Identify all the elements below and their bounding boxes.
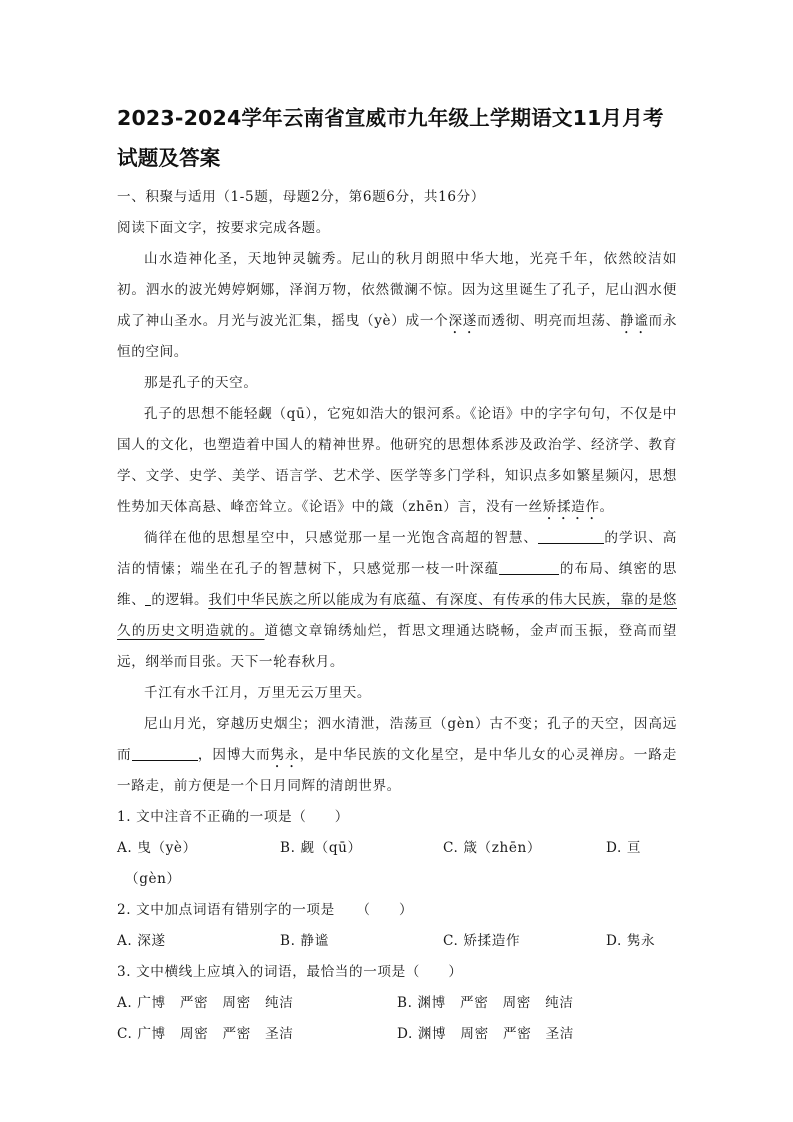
fill-blank-1[interactable] (538, 529, 604, 544)
title-line-2: 试题及答案 (117, 146, 221, 170)
question-2 (117, 895, 677, 957)
option-c[interactable]: C. 箴（zhēn） (443, 840, 542, 856)
passage-paragraph-4 (117, 523, 677, 678)
passage-text: ，因博大而 (197, 747, 271, 763)
passage-paragraph-6 (117, 709, 677, 802)
question-stem: 2. 文中加点词语有错别字的一项是 （ ） (117, 902, 414, 918)
passage-paragraph-5: 千江有水千江月，万里无云万里天。 (144, 685, 372, 701)
passage-paragraph-1 (117, 244, 677, 368)
option-a[interactable]: A. 曳（yè） (117, 840, 197, 856)
dotted-word: 隽永 (270, 747, 300, 763)
reading-instruction: 阅读下面文字，按要求完成各题。 (117, 220, 330, 236)
question-stem: 3. 文中横线上应填入的词语，最恰当的一项是（ ） (117, 964, 463, 980)
fill-blank-2[interactable] (499, 560, 559, 575)
question-1 (117, 802, 677, 895)
question-3 (117, 957, 677, 1050)
answer-options (117, 833, 677, 864)
answer-options (117, 926, 677, 957)
option-b[interactable]: B. 渊博 严密 周密 纯洁 (397, 995, 574, 1011)
dotted-word: 矫揉造作 (542, 499, 600, 515)
underlined-sentence: 我们中华民族之所以能成为有底蕴、有深度、有传承的伟大民族，靠的是悠久的历史文明造就的。 (117, 592, 678, 639)
answer-options (117, 988, 677, 1019)
passage-text: 。 (599, 499, 614, 515)
passage-text: 徜徉在他的思想星空中，只感觉那一星一光饱含高超的智慧、 (144, 530, 539, 546)
dotted-word: 静谧 (619, 313, 649, 329)
passage-text: 而永恒的空间。 (117, 313, 678, 360)
passage-text: 山水造神化圣，天地钟灵毓秀。尼山的秋月朗照中华大地，光亮千年，依然皎洁如初。泗水的波光娉婷婀娜，泽润万物，依然微澜不惊。因为这里诞生了孔子，尼山泗水便成了神山圣水。月光与波光汇集，摇曳（yè）成一个 (117, 251, 677, 329)
title-line-1: 2023-2024学年云南省宣威市九年级上学期语文11月月考 (117, 106, 664, 130)
section-heading: 一、积聚与适用（1-5题，母题2分，第6题6分，共16分） (117, 189, 486, 205)
passage-paragraph-3 (117, 399, 677, 523)
option-d-continuation: （gèn） (125, 871, 181, 887)
option-c[interactable]: C. 矫揉造作 (443, 933, 521, 949)
question-stem: 1. 文中注音不正确的一项是（ ） (117, 809, 349, 825)
passage-text: 道德文章锦绣灿烂，哲思文理通达晓畅，金声而玉振，登高而望远，纲举而目张。天下一轮春秋月。 (117, 623, 677, 670)
passage-text: 的布局、缜密的思维、 (117, 561, 677, 608)
option-a[interactable]: A. 深遂 (117, 933, 166, 949)
option-c[interactable]: C. 广博 周密 严密 圣洁 (117, 1026, 294, 1042)
answer-options (117, 1019, 677, 1050)
passage-text: 尼山月光，穿越历史烟尘；泗水清泄，浩荡亘（gèn）古不变；孔子的天空，因高远而 (117, 716, 677, 763)
option-a[interactable]: A. 广博 严密 周密 纯洁 (117, 995, 294, 1011)
option-b[interactable]: B. 静谧 (280, 933, 329, 949)
exam-page (117, 98, 677, 1050)
passage-paragraph-2: 那是孔子的天空。 (144, 375, 258, 391)
option-d[interactable]: D. 隽永 (606, 933, 656, 949)
fill-blank-4[interactable] (132, 746, 198, 761)
option-d[interactable]: D. 亘 (606, 840, 642, 856)
passage-text: ，是中华民族的文化星空，是中华儿女的心灵禅房。一路走一路走，前方便是一个日月同辉的清朗世界。 (117, 747, 677, 794)
option-d[interactable]: D. 渊博 周密 严密 圣洁 (397, 1026, 574, 1042)
passage-text: 孔子的思想不能轻觑（qū），它宛如浩大的银河系。《论语》中的字字句句，不仅是中国人的文化，也塑造着中国人的精神世界。他研究的思想体系涉及政治学、经济学、教育学、文学、史学、美学、语言学、艺术学、医学等多门学科，知识点多如繁星频闪，思想性势加天体高悬、峰峦耸立。《论语》中的箴（zhēn）言，没有一丝 (117, 406, 677, 515)
document-title (117, 98, 677, 178)
passage-text: 的学识、高洁的情愫；端坐在孔子的智慧树下，只感觉那一枝一叶深蕴 (117, 530, 677, 577)
option-b[interactable]: B. 觑（qū） (280, 840, 362, 856)
passage-text: 的逻辑。 (151, 592, 209, 608)
dotted-word: 深遂 (448, 313, 478, 329)
passage-text: 而透彻、明亮而坦荡、 (477, 313, 620, 329)
